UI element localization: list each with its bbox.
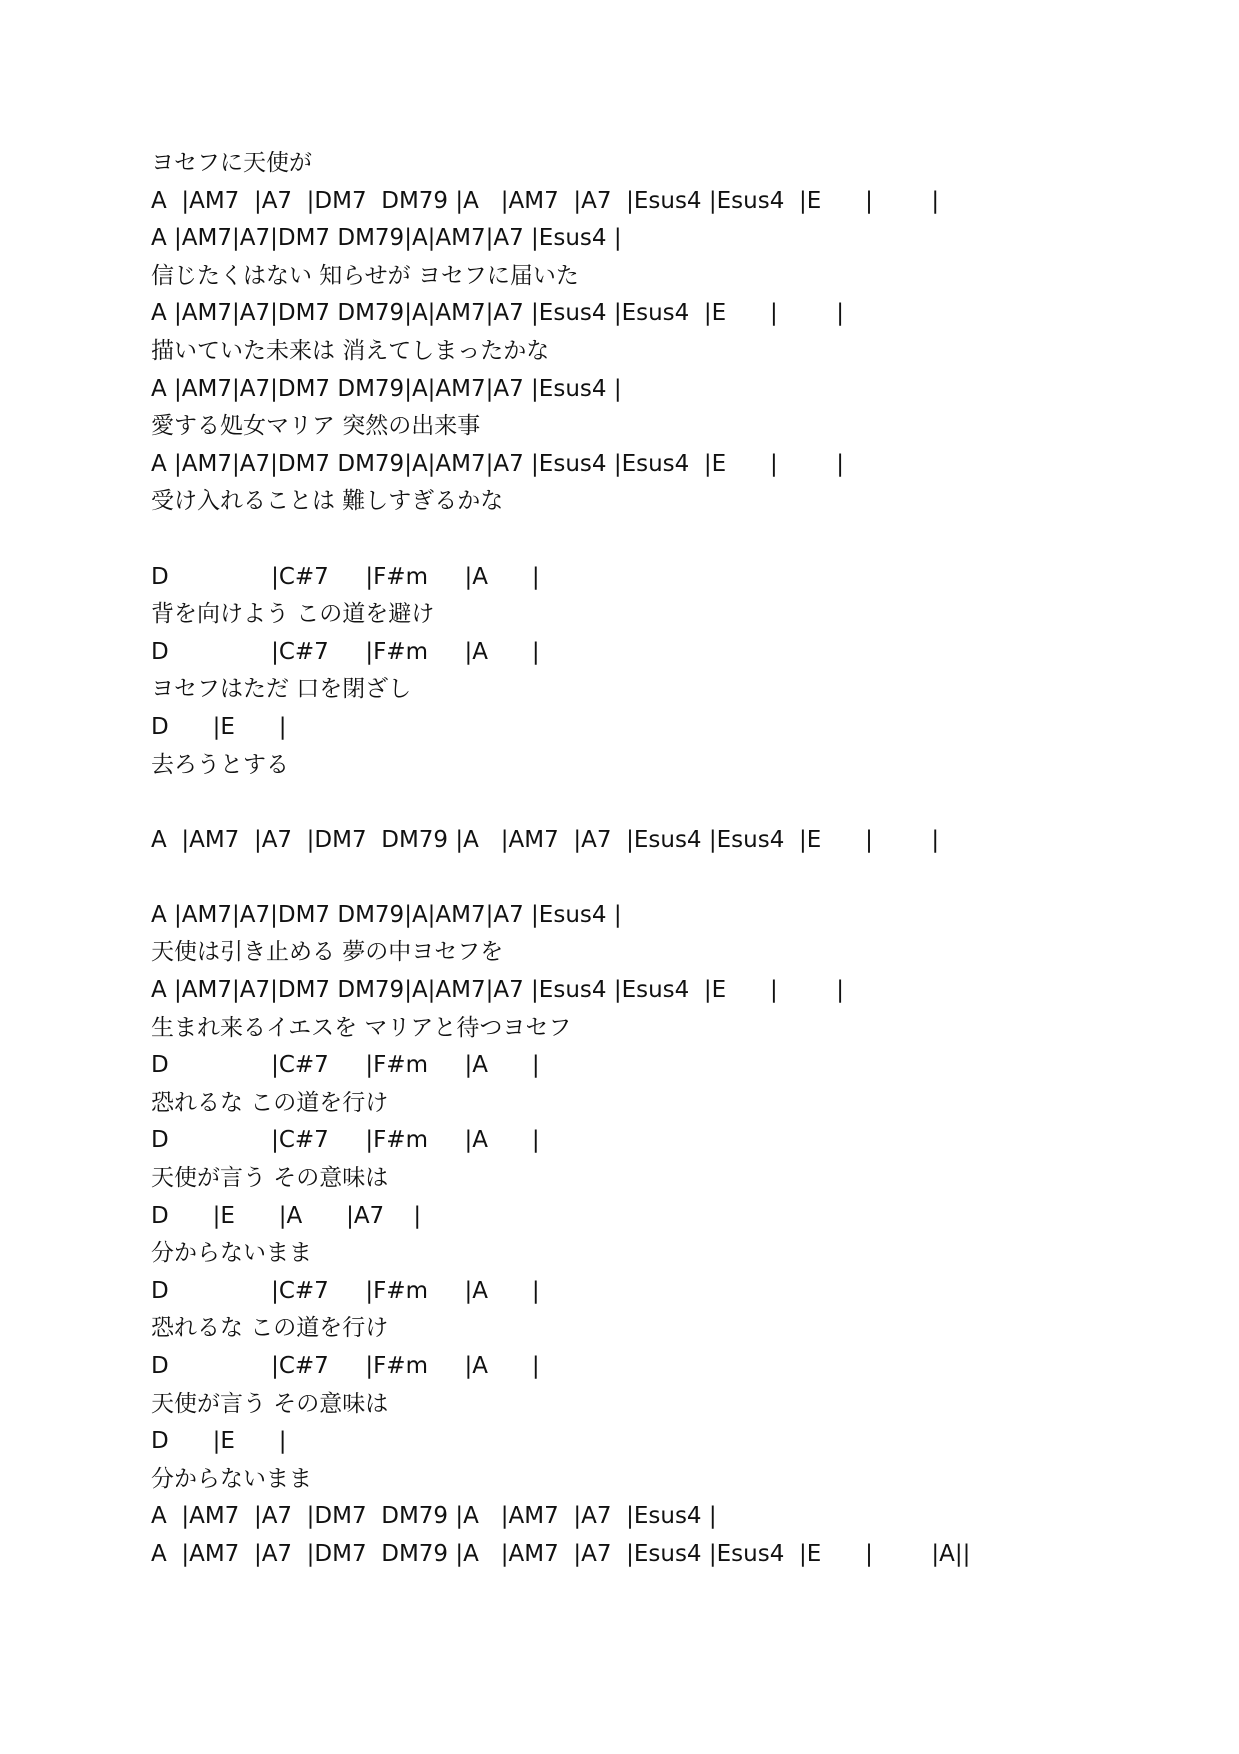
chord-line: A |AM7 |A7 |DM7 DM79 |A |AM7 |A7 |Esus4 |Esus4 |E | |A||: [151, 1540, 971, 1567]
lyric-line: 天使が言う その意味は: [151, 1390, 389, 1417]
chord-line: D |C#7 |F#m |A |: [151, 1052, 540, 1079]
blank-line: [151, 859, 1191, 897]
lyric-line: 背を向けよう この道を避け: [151, 601, 435, 628]
chord-line: A |AM7|A7|DM7 DM79|A|AM7|A7 |Esus4 |: [151, 375, 622, 402]
lyric-line: 去ろうとする: [151, 751, 289, 778]
blank-line: [151, 521, 1191, 559]
lyric-line: 受け入れることは 難しすぎるかな: [151, 488, 504, 515]
lyric-line: 分からないまま: [151, 1465, 312, 1492]
chord-line: A |AM7|A7|DM7 DM79|A|AM7|A7 |Esus4 |Esus4 |E | |: [151, 450, 845, 477]
lyric-line: 描いていた未来は 消えてしまったかな: [151, 337, 550, 364]
chord-line: A |AM7 |A7 |DM7 DM79 |A |AM7 |A7 |Esus4 |: [151, 1503, 717, 1530]
lyric-line: 分からないまま: [151, 1240, 312, 1267]
lyric-line: 愛する処女マリア 突然の出来事: [151, 413, 481, 440]
lyric-line: 恐れるな この道を行け: [151, 1315, 389, 1342]
chord-line: D |C#7 |F#m |A |: [151, 1127, 540, 1154]
chord-line: A |AM7|A7|DM7 DM79|A|AM7|A7 |Esus4 |: [151, 225, 622, 252]
chord-line: A |AM7|A7|DM7 DM79|A|AM7|A7 |Esus4 |: [151, 901, 622, 928]
lyric-line: 信じたくはない 知らせが ヨセフに届いた: [151, 262, 579, 289]
lyric-line: ヨセフに天使が: [151, 150, 312, 176]
chord-line: D |C#7 |F#m |A |: [151, 1353, 540, 1379]
chord-line: A |AM7|A7|DM7 DM79|A|AM7|A7 |Esus4 |Esus4 |E | |: [151, 977, 845, 1004]
lyrics-chord-sheet: [151, 145, 1191, 1574]
blank-line: [151, 784, 1191, 822]
chord-line: D |C#7 |F#m |A |: [151, 1277, 540, 1304]
chord-line: A |AM7 |A7 |DM7 DM79 |A |AM7 |A7 |Esus4 |Esus4 |E | |: [151, 187, 940, 214]
chord-line: A |AM7|A7|DM7 DM79|A|AM7|A7 |Esus4 |Esus4 |E | |: [151, 300, 845, 327]
lyric-line: 天使は引き止める 夢の中ヨセフを: [151, 939, 504, 966]
lyric-line: 生まれ来るイエスを マリアと待つヨセフ: [151, 1014, 572, 1041]
chord-line: A |AM7 |A7 |DM7 DM79 |A |AM7 |A7 |Esus4 |Esus4 |E | |: [151, 826, 940, 853]
chord-line: D |E |: [151, 1428, 287, 1455]
chord-line: D |E |A |A7 |: [151, 1202, 422, 1229]
lyric-line: 天使が言う その意味は: [151, 1165, 389, 1192]
chord-line: D |C#7 |F#m |A |: [151, 638, 540, 665]
lyric-line: ヨセフはただ 口を閉ざし: [151, 676, 412, 703]
lyric-line: 恐れるな この道を行け: [151, 1089, 389, 1116]
chord-line: D |E |: [151, 713, 287, 740]
chord-line: D |C#7 |F#m |A |: [151, 563, 540, 590]
